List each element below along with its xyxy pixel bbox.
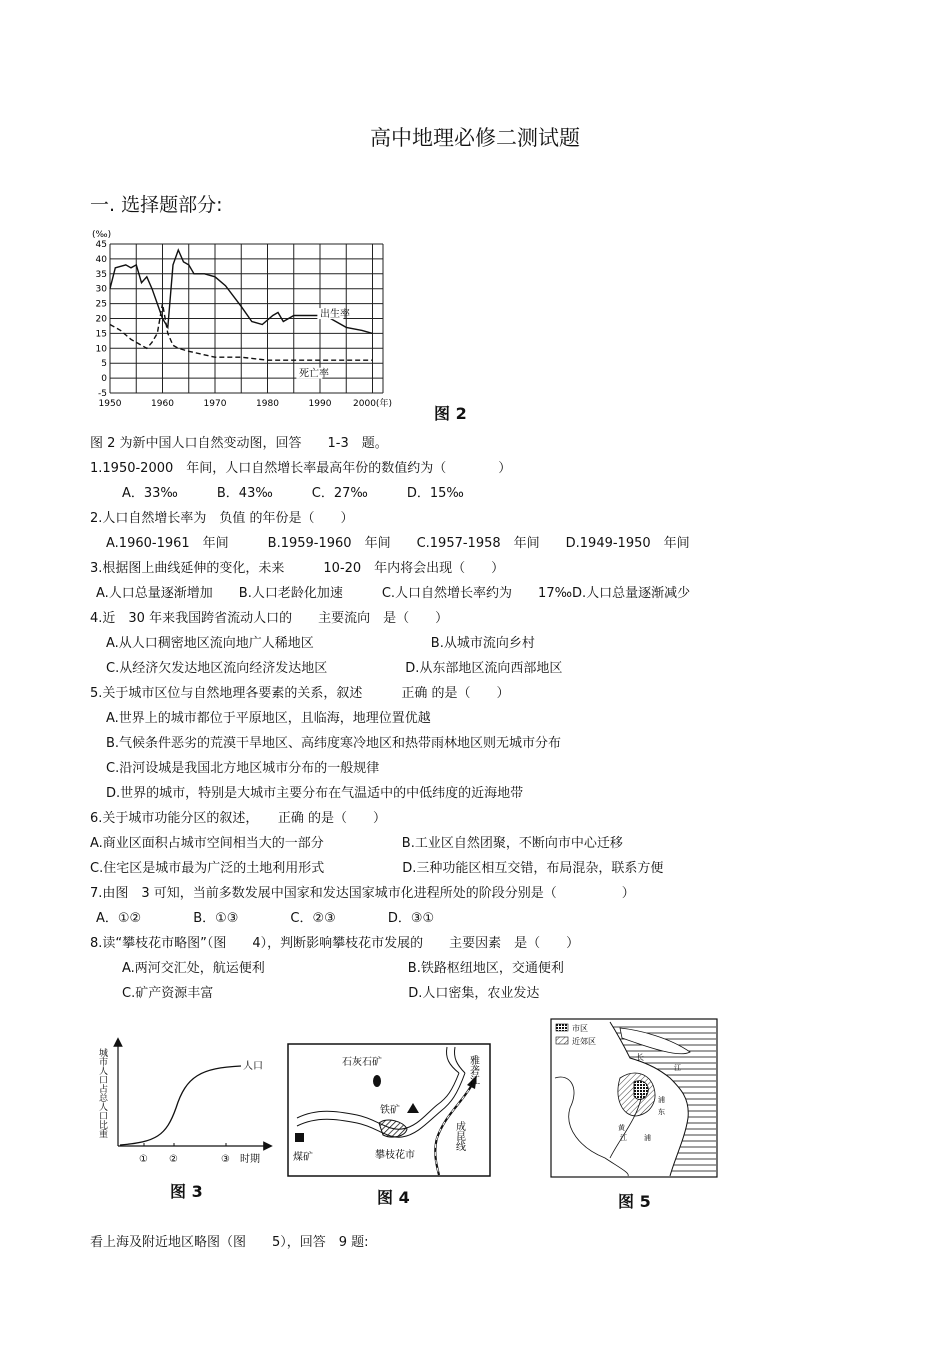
fig3-xlabel: 时期 bbox=[240, 1154, 260, 1165]
x-tick-label: 2000(年) bbox=[353, 399, 392, 409]
y-tick-label: 15 bbox=[95, 329, 107, 340]
q1-text: 1.1950-2000 年间，人口自然增长率最高年份的数值约为（ ） bbox=[90, 461, 512, 476]
fig3-stage-2: ② bbox=[169, 1154, 178, 1165]
q1-options: A．33‰ B．43‰ C．27‰ D．15‰ bbox=[122, 486, 464, 501]
q7-options: A．①② B．①③ C．②③ D．③① bbox=[96, 911, 435, 926]
y-axis-unit: (‰) bbox=[92, 230, 112, 240]
y-tick-label: 35 bbox=[95, 269, 107, 280]
coal-label: 煤矿 bbox=[293, 1152, 313, 1163]
x-tick-label: 1980 bbox=[256, 399, 279, 409]
legend-urban-swatch bbox=[556, 1024, 568, 1031]
q8-options-ab: A.两河交汇处，航运便利 B.铁路枢纽地区，交通便利 bbox=[122, 961, 564, 976]
y-tick-label: 5 bbox=[101, 359, 107, 370]
q2-text: 2.人口自然增长率为 负值 的年份是（ ） bbox=[90, 511, 354, 526]
coal-mine-symbol bbox=[295, 1133, 304, 1142]
x-tick-label: 1960 bbox=[151, 399, 174, 409]
q5-text: 5.关于城市区位与自然地理各要素的关系，叙述 正确 的是（ ） bbox=[90, 686, 510, 701]
iron-label: 铁矿 bbox=[380, 1105, 400, 1116]
legend-suburb-label: 近郊区 bbox=[572, 1037, 596, 1046]
q6-options-cd: C.住宅区是城市最为广泛的土地利用形式 D.三种功能区相互交错，布局混杂，联系方便 bbox=[90, 861, 664, 876]
fig3-curve-label: 人口 bbox=[243, 1061, 263, 1072]
map-label-pu: 浦 bbox=[658, 1096, 665, 1104]
map-label-jiang2: 江 bbox=[620, 1134, 627, 1142]
y-tick-label: 10 bbox=[95, 344, 107, 355]
map-label-jiang1: 江 bbox=[674, 1064, 681, 1072]
limestone-mine-symbol bbox=[373, 1075, 381, 1087]
population-chart bbox=[88, 226, 488, 431]
birth-rate-label: 出生率 bbox=[320, 309, 350, 321]
panzhihua-map bbox=[287, 1043, 491, 1177]
fig3-stage-1: ① bbox=[139, 1154, 148, 1165]
y-tick-label: 0 bbox=[101, 374, 107, 385]
q8-options-cd: C.矿产资源丰富 D.人口密集，农业发达 bbox=[122, 986, 540, 1001]
fig2-label: 图 2 bbox=[434, 404, 467, 423]
q8-text: 8.读“攀枝花市略图”（图 4），判断影响攀枝花市发展的 主要因素 是（ ） bbox=[90, 936, 580, 951]
q6-options-ab: A.商业区面积占城市空间相当大的一部分 B.工业区自然团聚，不断向市中心迁移 bbox=[90, 836, 623, 851]
urbanization-curve-figure bbox=[96, 1036, 276, 1171]
map-label-pu2: 浦 bbox=[644, 1134, 651, 1142]
q7-text: 7.由图 3 可知，当前多数发展中国家和发达国家城市化进程所处的阶段分别是（ ） bbox=[90, 886, 635, 901]
q5-option-c: C.沿河设城是我国北方地区城市分布的一般规律 bbox=[106, 761, 380, 776]
fig3-label: 图 3 bbox=[170, 1182, 203, 1201]
fig4-label: 图 4 bbox=[377, 1188, 410, 1207]
fig5-label: 图 5 bbox=[618, 1192, 651, 1211]
map-label-chang: 长 bbox=[636, 1053, 644, 1062]
q4-options-cd: C.从经济欠发达地区流向经济发达地区 D.从东部地区流向西部地区 bbox=[106, 661, 563, 676]
q2-options: A.1960-1961 年间 B.1959-1960 年间 C.1957-1958 年间 D.1949-1950 年间 bbox=[106, 536, 690, 551]
section-heading: 一. 选择题部分: bbox=[90, 194, 223, 216]
death-rate-label: 死亡率 bbox=[299, 368, 329, 380]
q4-options-ab: A.从人口稠密地区流向地广人稀地区 B.从城市流向乡村 bbox=[106, 636, 535, 651]
x-tick-label: 1950 bbox=[98, 399, 122, 409]
shanghai-map bbox=[550, 1018, 718, 1178]
fig3-urbanization-curve bbox=[120, 1066, 241, 1145]
q6-text: 6.关于城市功能分区的叙述， 正确 的是（ ） bbox=[90, 811, 387, 826]
q3-options: A.人口总量逐渐增加 B.人口老龄化加速 C.人口自然增长率约为 17‰D.人口总量逐渐减少 bbox=[96, 586, 691, 601]
fig3-ylabel: 城市人口占总人口比重 bbox=[97, 1048, 107, 1138]
map-label-huang: 黄 bbox=[618, 1124, 625, 1132]
page-title: 高中地理必修二测试题 bbox=[370, 126, 580, 150]
railway-label: 成昆线 bbox=[453, 1121, 465, 1151]
y-tick-label: 30 bbox=[95, 284, 107, 295]
y-tick-label: 25 bbox=[95, 299, 107, 310]
question-intro: 图 2 为新中国人口自然变动图，回答 1-3 题。 bbox=[90, 436, 388, 451]
y-tick-label: 45 bbox=[95, 240, 107, 250]
legend-suburb-swatch bbox=[556, 1037, 568, 1044]
city-label: 攀枝花市 bbox=[375, 1150, 415, 1161]
q5-option-d: D.世界的城市，特别是大城市主要分布在气温适中的中低纬度的近海地带 bbox=[106, 786, 524, 801]
q5-option-b: B.气候条件恶劣的荒漠干旱地区、高纬度寒冷地区和热带雨林地区则无城市分布 bbox=[106, 736, 562, 751]
q9-intro: 看上海及附近地区略图（图 5），回答 9 题: bbox=[90, 1235, 369, 1250]
yalong-river-label: 雅砻江 bbox=[467, 1055, 479, 1085]
q4-text: 4.近 30 年来我国跨省流动人口的 主要流向 是（ ） bbox=[90, 611, 449, 626]
x-tick-label: 1970 bbox=[203, 399, 227, 409]
fig3-stage-3: ③ bbox=[221, 1154, 230, 1165]
y-tick-label: 40 bbox=[95, 254, 107, 265]
y-tick-label: -5 bbox=[98, 389, 107, 399]
x-tick-label: 1990 bbox=[308, 399, 332, 409]
limestone-label: 石灰石矿 bbox=[342, 1057, 382, 1068]
q3-text: 3.根据图上曲线延伸的变化，未来 10-20 年内将会出现（ ） bbox=[90, 561, 505, 576]
map-label-dong: 东 bbox=[658, 1108, 665, 1116]
legend-urban-label: 市区 bbox=[572, 1024, 588, 1033]
q5-option-a: A.世界上的城市都位于平原地区，且临海，地理位置优越 bbox=[106, 711, 431, 726]
y-tick-label: 20 bbox=[95, 314, 107, 325]
